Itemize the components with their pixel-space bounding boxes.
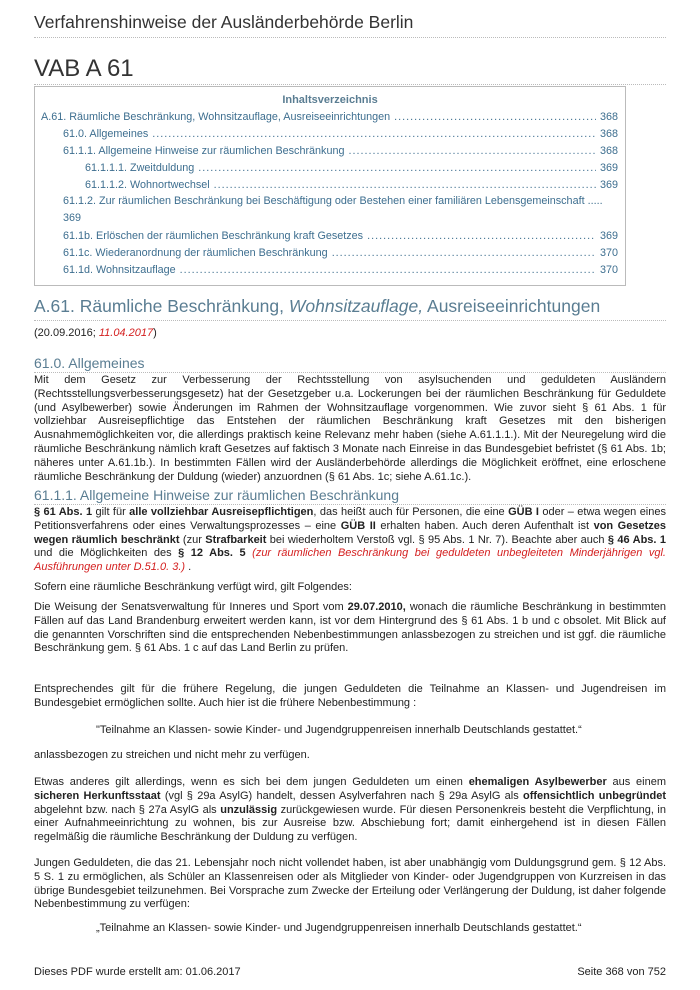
subsection-heading-61-1-1: 61.1.1. Allgemeine Hinweise zur räumlichen Beschränkung (34, 487, 399, 503)
toc-entry-page[interactable]: 368 (599, 145, 618, 157)
toc-entry-label[interactable]: 61.1d. Wohnsitzauflage (63, 264, 176, 276)
table-of-contents (34, 86, 626, 286)
toc-entry-label[interactable]: 61.0. Allgemeines (63, 128, 149, 140)
document-header: Verfahrenshinweise der Ausländerbehörde Berlin (34, 12, 414, 32)
toc-heading: Inhaltsverzeichnis (282, 94, 378, 106)
paragraph-6111-4: Entsprechendes gilt für die frühere Regelung, die jungen Geduldeten die Teilnahme an Klassen- und Jugendreisen im Bundesgebiet ermöglichen sollte. Auch hier ist die frühere Nebenbestimmung : (34, 683, 666, 709)
toc-entry[interactable] (63, 230, 618, 242)
toc-entry-page[interactable]: 370 (599, 247, 618, 259)
paragraph-6111-1: § 61 Abs. 1 gilt für alle vollziehbar Ausreisepflichtigen, das heißt auch für Personen, die eine GÜB I oder – etwa wegen eines Petitionsverfahrens oder eines Verwaltungsprozesses – eine GÜB II erhalten haben. Auch deren Aufenthalt ist von Gesetzes wegen räumlich beschränkt (zur Strafbarkeit bei wiederholtem Verstoß vgl. § 95 Abs. 1 Nr. 7). Beachte aber auch § 46 Abs. 1 und die Möglichkeiten des § 12 Abs. 5 (zur räumlichen Beschränkung bei geduldeten unbegleiteten Minderjährigen vgl. Ausführungen unter D.51.0. 3.) . (34, 506, 666, 574)
toc-entry-label[interactable]: 61.1.2. Zur räumlichen Beschränkung bei Beschäftigung oder Bestehen einer familiären Lebensgemeinschaft (63, 195, 585, 207)
paragraph-6111-3: Die Weisung der Senatsverwaltung für Inneres und Sport vom 29.07.2010, wonach die räumliche Beschränkung in bestimmten Fällen auf das Land Brandenburg erweitert werden kann, ist vor dem Hintergrund des § 61 Abs. 1 b und c obsolet. Mit Blick auf die genannten Vorschriften sind die entsprechenden Nebenbestimmungen anlassbezogen zu streichen und ist ggf. die räumliche Beschränkung gem. § 61 Abs. 1 c auf das Land Berlin zu prüfen. (34, 601, 666, 655)
toc-entry-label[interactable]: 61.1b. Erlöschen der räumlichen Beschränkung kraft Gesetzes (63, 230, 364, 242)
section-date: (20.09.2016; 11.04.2017) (34, 327, 157, 339)
footer-page-number: Seite 368 von 752 (577, 966, 666, 978)
toc-entry-label[interactable]: 61.1.1.1. Zweitduldung (85, 162, 195, 174)
paragraph-6111-7: Jungen Geduldeten, die das 21. Lebensjahr noch nicht vollendet haben, ist aber unabhängig vom Duldungsgrund gem. § 12 Abs. 5 S. 1 zu ermöglichen, als Schüler an Klassenreisen oder als Mitglieder von Kinder- oder Jugendgruppen von Kurzreisen in das übrige Bundesgebiet teilzunehmen. Bei Vorsprache zum Zwecke der Erteilung oder Verlängerung der Duldung, ist daher folgende Nebenbestimmung zu verfügen: (34, 857, 666, 911)
toc-entry[interactable] (63, 128, 618, 140)
toc-entry-label[interactable]: 61.1.1.2. Wohnortwechsel (85, 179, 210, 191)
quoted-provision: „Teilnahme an Klassen- sowie Kinder- und Jugendgruppenreisen innerhalb Deutschlands gestattet.“ (96, 922, 582, 934)
toc-entry-page[interactable]: 368 (599, 128, 618, 140)
paragraph-6111-2: Sofern eine räumliche Beschränkung verfügt wird, gilt Folgendes: (34, 581, 352, 593)
toc-entry[interactable] (85, 179, 618, 191)
subsection-divider (34, 372, 666, 373)
toc-entry-page[interactable]: 369 (599, 179, 618, 191)
quoted-provision: "Teilnahme an Klassen- sowie Kinder- und Jugendgruppenreisen innerhalb Deutschlands gestattet.“ (96, 724, 582, 736)
subsection-heading-61-0: 61.0. Allgemeines (34, 355, 145, 371)
toc-entry[interactable] (63, 247, 618, 259)
paragraph-6111-6: Etwas anderes gilt allerdings, wenn es sich bei dem jungen Geduldeten um einen ehemaligen Asylbewerber aus einem sicheren Herkunftsstaat (vgl § 29a AsylG) handelt, dessen Asylverfahren nach § 29a AsylG als offensichtlich unbegründet abgelehnt bzw. nach § 27a AsylG als unzulässig zurückgewiesen wurde. Für diesen Personenkreis besteht die Verpflichtung, in einer Aufnahmeeinrichtung zu wohnen, bis zur Ausreise bzw. Abschiebung fort; damit einhergehend ist in diesen Fällen regelmäßig die räumliche Beschränkung der Duldung zu verfügen. (34, 776, 667, 844)
toc-entry[interactable]: 61.1.2. Zur räumlichen Beschränkung bei Beschäftigung oder Bestehen einer familiären Lebensgemeinschaft ..... 369 (63, 195, 603, 224)
toc-entry[interactable] (63, 145, 618, 157)
title-divider (34, 84, 666, 85)
toc-entry-page[interactable]: 368 (599, 111, 618, 123)
subsection-divider (34, 504, 666, 505)
section-divider (34, 320, 666, 321)
toc-entry-page[interactable]: 369 (599, 162, 618, 174)
paragraph-61-0: Mit dem Gesetz zur Verbesserung der Rechtsstellung von asylsuchenden und geduldeten Ausländern (Rechtsstellungsverbesserungsgesetz) hat der Gesetzgeber u.a. Lockerungen bei der räumlichen Beschränkung für Geduldete (und Asylbewerber) sowie Änderungen im Rahmen der Wohnsitzauflage vorgenommen. Wie zuvor sieht § 61 Abs. 1 für vollziehbar Ausreisepflichtige das Entstehen der räumlichen Beschränkung kraft Gesetzes mit den bisherigen Ausnahmemöglichkeiten vor, die allerdings praktisch keine Relevanz mehr haben (siehe A.61.1.1.). Mit der Neuregelung wird die räumliche Beschränkung nämlich kraft Gesetzes auf faktisch 3 Monate nach Einreise in das Bundesgebiet befristet (§ 61 Abs. 1b; näheres unter A.61.1b.). In bestimmten Fällen wird der Ausländerbehörde allerdings die Möglichkeit eröffnet, eine erloschene räumliche Beschränkung der Duldung (wieder) anzuordnen (§ 61 Abs. 1c; siehe A.61.1c.). (34, 374, 666, 483)
toc-entry-page[interactable]: 369 (63, 212, 82, 224)
toc-entry-page[interactable]: 369 (599, 230, 618, 242)
toc-entry-label[interactable]: 61.1c. Wiederanordnung der räumlichen Beschränkung (63, 247, 328, 259)
toc-entry-page[interactable]: 370 (599, 264, 618, 276)
toc-entry[interactable] (63, 264, 618, 276)
section-heading: A.61. Räumliche Beschränkung, Wohnsitzauflage, Ausreiseeinrichtungen (34, 296, 601, 316)
toc-entry-label[interactable]: 61.1.1. Allgemeine Hinweise zur räumlichen Beschränkung (63, 145, 345, 157)
page-title: VAB A 61 (34, 55, 134, 82)
toc-entry-label[interactable]: A.61. Räumliche Beschränkung, Wohnsitzauflage, Ausreiseeinrichtungen (41, 111, 391, 123)
toc-entry[interactable] (41, 111, 618, 123)
header-divider (34, 37, 666, 38)
paragraph-6111-5: anlassbezogen zu streichen und nicht mehr zu verfügen. (34, 749, 310, 761)
toc-entry[interactable] (85, 162, 618, 174)
footer-created: Dieses PDF wurde erstellt am: 01.06.2017 (34, 966, 241, 978)
